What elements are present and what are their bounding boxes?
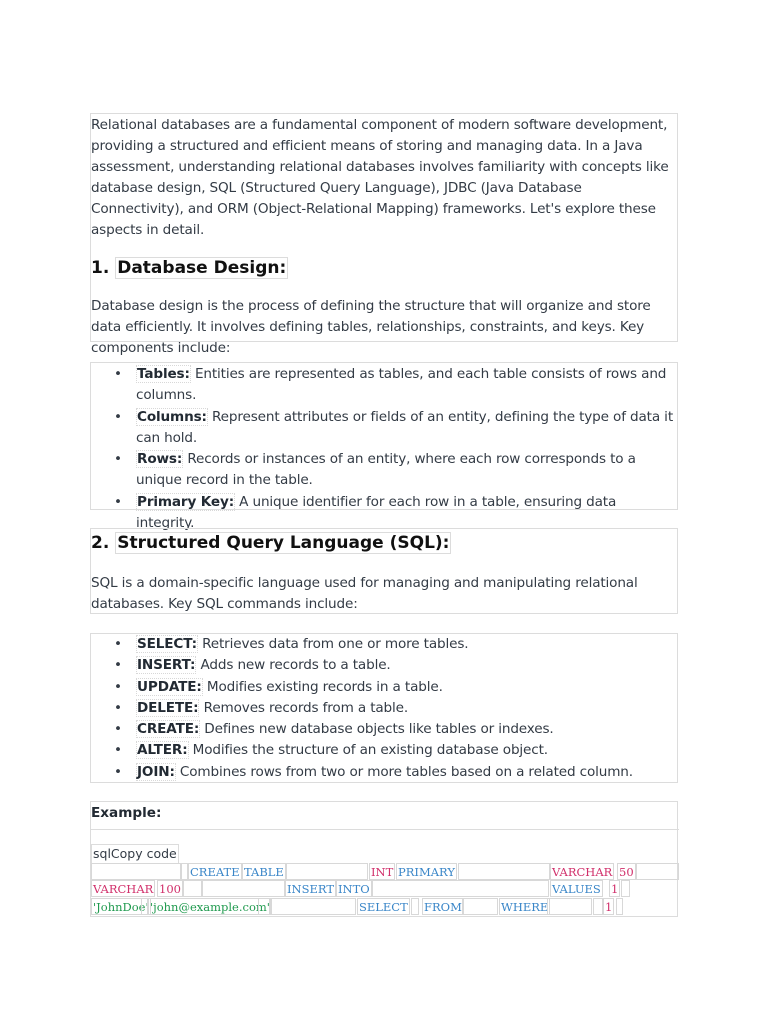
section-1-list-block <box>90 362 678 532</box>
term-label: INSERT: <box>137 657 196 674</box>
example-block <box>90 801 678 917</box>
list-item <box>136 719 677 740</box>
term-label: Tables: <box>137 366 190 382</box>
example-label: Example: <box>91 805 162 821</box>
code-line-3 <box>91 898 679 916</box>
section-2-heading <box>91 532 677 554</box>
code-token-blank <box>547 898 592 915</box>
term-description: Defines new database objects like tables or indexes. <box>200 721 554 738</box>
code-token-blank <box>202 880 285 897</box>
term-label: CREATE: <box>137 721 200 738</box>
list-item <box>136 655 677 676</box>
term-label: Primary Key: <box>137 493 234 510</box>
code-token-blank <box>621 880 630 897</box>
code-token-blank <box>372 880 549 897</box>
list-item <box>136 407 677 450</box>
term-description: Adds new records to a table. <box>196 657 391 674</box>
code-keyword: SELECT <box>359 900 408 914</box>
code-token-blank <box>258 898 270 915</box>
code-line-1 <box>91 863 679 881</box>
section-1-heading <box>91 257 677 279</box>
section-1-body: Database design is the process of defining the structure that will organize and store data efficiently. It involves defining tables, relationships, constraints, and keys. Key components include: <box>91 298 651 356</box>
code-number: 50 <box>619 865 634 879</box>
term-label: Columns: <box>137 408 207 425</box>
code-token-blank <box>91 863 181 880</box>
code-line-2 <box>91 880 679 898</box>
section-1-list <box>91 364 677 534</box>
term-description: A unique identifier for each row in a table, ensuring data integrity. <box>136 493 617 532</box>
code-keyword: FROM <box>424 900 462 914</box>
code-type: VARCHAR <box>93 882 154 896</box>
section-1-number: 1. <box>91 258 110 278</box>
code-string: 'JohnDoe' <box>93 900 149 914</box>
section-2-list-block <box>90 633 678 783</box>
term-description: Modifies existing records in a table. <box>202 678 443 695</box>
divider <box>91 829 679 830</box>
code-token-blank <box>411 898 419 915</box>
code-keyword: TABLE <box>244 865 284 879</box>
term-label: SELECT: <box>137 636 197 652</box>
list-item <box>136 449 677 492</box>
code-token-blank <box>270 898 356 915</box>
code-token-blank <box>141 898 148 915</box>
section-2-body: SQL is a domain-specific language used for managing and manipulating relational databases. Key SQL commands include: <box>91 575 638 612</box>
term-label: UPDATE: <box>137 678 202 695</box>
term-label: Rows: <box>137 451 183 468</box>
section-1-title: Database Design: <box>117 258 287 278</box>
term-description: Removes records from a table. <box>199 699 409 716</box>
code-type: INT <box>371 865 394 879</box>
list-item <box>136 740 677 761</box>
list-item <box>136 634 677 655</box>
content-block-sql <box>90 528 678 614</box>
code-token-blank <box>636 863 679 880</box>
code-token-blank <box>593 898 603 915</box>
term-description: Modifies the structure of an existing database object. <box>188 742 548 759</box>
term-description: Entities are represented as tables, and each table consists of rows and columns. <box>136 366 667 404</box>
list-item <box>136 364 677 407</box>
code-token-blank <box>286 863 368 880</box>
list-item <box>136 677 677 698</box>
term-label: ALTER: <box>137 742 188 759</box>
code-keyword: INSERT <box>287 882 335 896</box>
term-description: Combines rows from two or more tables based on a related column. <box>175 763 633 780</box>
code-number: 100 <box>159 882 181 896</box>
code-keyword: PRIMARY <box>398 865 455 879</box>
section-2-list <box>91 634 677 783</box>
code-string: 'john@example.com' <box>150 900 270 914</box>
copy-code-label[interactable]: sqlCopy code <box>91 844 179 864</box>
code-token-blank <box>462 898 498 915</box>
term-description: Records or instances of an entity, where each row corresponds to a unique record in the table. <box>136 451 636 489</box>
code-keyword: INTO <box>338 882 370 896</box>
code-token-blank <box>616 898 623 915</box>
code-number: 1 <box>611 882 619 896</box>
code-keyword: VALUES <box>552 882 601 896</box>
term-description: Retrieves data from one or more tables. <box>197 636 469 652</box>
code-type: VARCHAR <box>552 865 613 879</box>
code-number: 1 <box>605 900 613 914</box>
list-item <box>136 762 677 783</box>
list-item <box>136 698 677 719</box>
intro-paragraph: Relational databases are a fundamental component of modern software development, providing a structured and efficient means of storing and managing data. In a Java assessment, understanding relational databases involves familiarity with concepts like database design, SQL (Structured Query Language), JDBC (Java Database Connectivity), and ORM (Object-Relational Mapping) frameworks. Let's explore these aspects in detail. <box>91 117 669 238</box>
code-token-blank <box>458 863 550 880</box>
term-label: JOIN: <box>137 763 175 780</box>
content-block-intro <box>90 113 678 356</box>
section-2-title: Structured Query Language (SQL): <box>117 533 450 553</box>
section-2-number: 2. <box>91 533 110 553</box>
code-token-blank <box>183 880 202 897</box>
code-keyword: WHERE <box>501 900 549 914</box>
term-description: Represent attributes or fields of an entity, defining the type of data it can hold. <box>136 408 673 446</box>
code-token-blank <box>181 863 188 880</box>
code-keyword: CREATE <box>190 865 240 879</box>
term-label: DELETE: <box>137 699 199 716</box>
